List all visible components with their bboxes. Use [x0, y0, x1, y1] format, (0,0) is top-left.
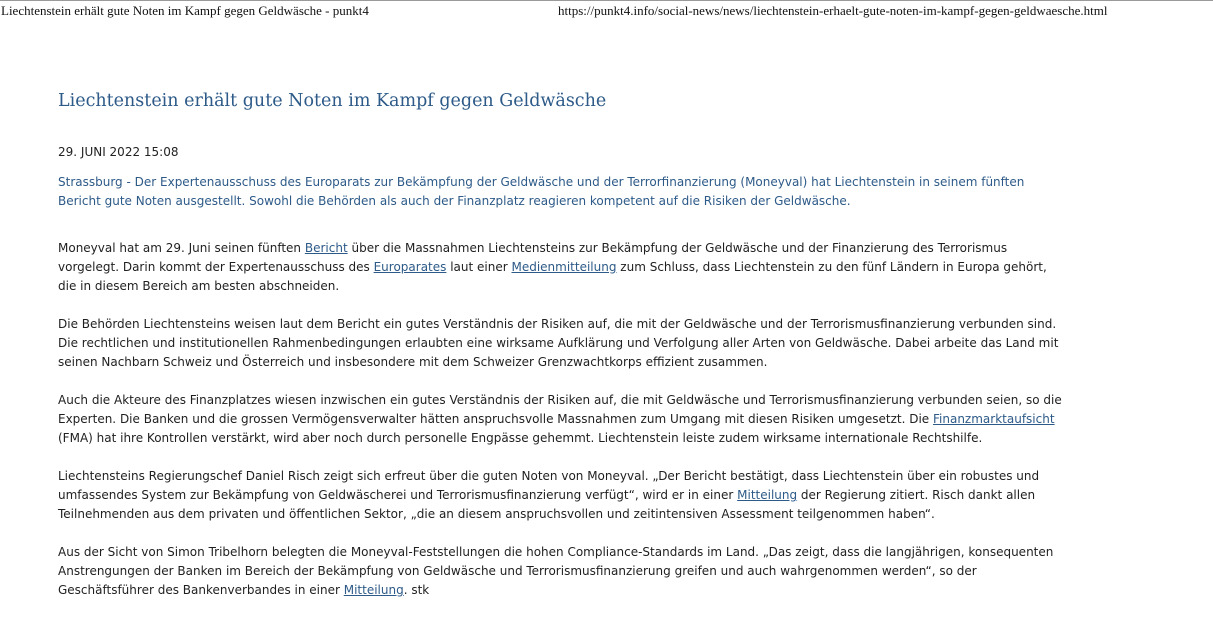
link-finanzmarktaufsicht[interactable]: Finanzmarktaufsicht: [933, 412, 1055, 426]
article-body: [58, 239, 1063, 619]
paragraph-text: Auch die Akteure des Finanzplatzes wiesen inzwischen ein gutes Verständnis der Risiken auf, die mit Geldwäsche und Terrorismusfinanzierung verbunden seien, so die Experten. Die Banken und die grossen Vermögensverwalter hätten anspruchsvolle Massnahmen zum Umgang mit diesen Risiken umgesetzt. Die: [58, 393, 1062, 426]
article-date: 29. JUNI 2022 15:08: [58, 145, 179, 159]
article-paragraph-2: Die Behörden Liechtensteins weisen laut dem Bericht ein gutes Verständnis der Risiken auf, die mit der Geldwäsche und der Terrorismusfinanzierung verbunden sind. Die rechtlichen und institutionellen Rahmenbedingungen erlaubten eine wirksame Aufklärung und Verfolgung aller Arten von Geldwäsche. Dabei arbeite das Land mit seinen Nachbarn Schweiz und Österreich und insbesondere mit dem Schweizer Grenzwachtkorps effizient zusammen.: [58, 317, 1059, 369]
link-mitteilung-bankenverband[interactable]: Mitteilung: [343, 583, 404, 597]
link-mitteilung-regierung[interactable]: Mitteilung: [737, 488, 798, 502]
paragraph-text: Moneyval hat am 29. Juni seinen fünften: [58, 241, 305, 255]
paragraph-text: laut einer: [446, 260, 512, 274]
print-header-title: Liechtenstein erhält gute Noten im Kampf gegen Geldwäsche - punkt4: [1, 3, 369, 18]
link-bericht[interactable]: Bericht: [304, 241, 348, 255]
paragraph-text: zum Schluss, dass Liechtenstein zu den fünf Ländern in Europa gehört, die in diesem Bereich am besten abschneiden.: [58, 260, 1047, 293]
link-medienmitteilung[interactable]: Medienmitteilung: [511, 260, 617, 274]
article-lead: Strassburg - Der Expertenausschuss des Europarats zur Bekämpfung der Geldwäsche und der Terrorfinanzierung (Moneyval) hat Liechtenstein in seinem fünften Bericht gute Noten ausgestellt. Sowohl die Behörden als auch der Finanzplatz reagieren kompetent auf die Risiken der Geldwäsche.: [58, 175, 1025, 208]
article-paragraph-3: [58, 391, 1063, 448]
article-headline: Liechtenstein erhält gute Noten im Kampf gegen Geldwäsche: [58, 91, 607, 111]
link-europarates[interactable]: Europarates: [373, 260, 447, 274]
article-paragraph-5: [58, 543, 1063, 600]
paragraph-text: der Regierung zitiert. Risch dankt allen Teilnehmenden aus dem privaten und öffentlichen Sektor, „die an diesem anspruchsvollen und zeitintensiven Assessment teilgenommen haben“.: [58, 488, 1036, 521]
print-header-url: https://punkt4.info/social-news/news/liechtenstein-erhaelt-gute-noten-im-kampf-gegen-geldwaesche.html: [558, 3, 1108, 18]
article-paragraph-1: [58, 239, 1063, 296]
paragraph-text: über die Massnahmen Liechtensteins zur Bekämpfung der Geldwäsche und der Finanzierung des Terrorismus vorgelegt. Darin kommt der Expertenausschuss des: [58, 241, 1008, 274]
paragraph-text: Aus der Sicht von Simon Tribelhorn belegten die Moneyval-Feststellungen die hohen Compliance-Standards im Land. „Das zeigt, dass die langjährigen, konsequenten Anstrengungen der Banken im Bereich der Bekämpfung von Geldwäsche und Terrorismusfinanzierung greifen und auch wahrgenommen werden“, so der Geschäftsführer des Bankenverbandes in einer: [58, 545, 1054, 597]
paragraph-text: (FMA) hat ihre Kontrollen verstärkt, wird aber noch durch personelle Engpässe gehemmt. Liechtenstein leiste zudem wirksame internationale Rechtshilfe.: [58, 431, 983, 445]
print-header: [0, 0, 1213, 23]
paragraph-text: . stk: [403, 583, 430, 597]
article-paragraph-4: [58, 467, 1063, 524]
paragraph-text: Liechtensteins Regierungschef Daniel Risch zeigt sich erfreut über die guten Noten von Moneyval. „Der Bericht bestätigt, dass Liechtenstein über ein robustes und umfassendes System zur Bekämpfung von Geldwäscherei und Terrorismusfinanzierung verfügt“, wird er in einer: [58, 469, 1040, 502]
